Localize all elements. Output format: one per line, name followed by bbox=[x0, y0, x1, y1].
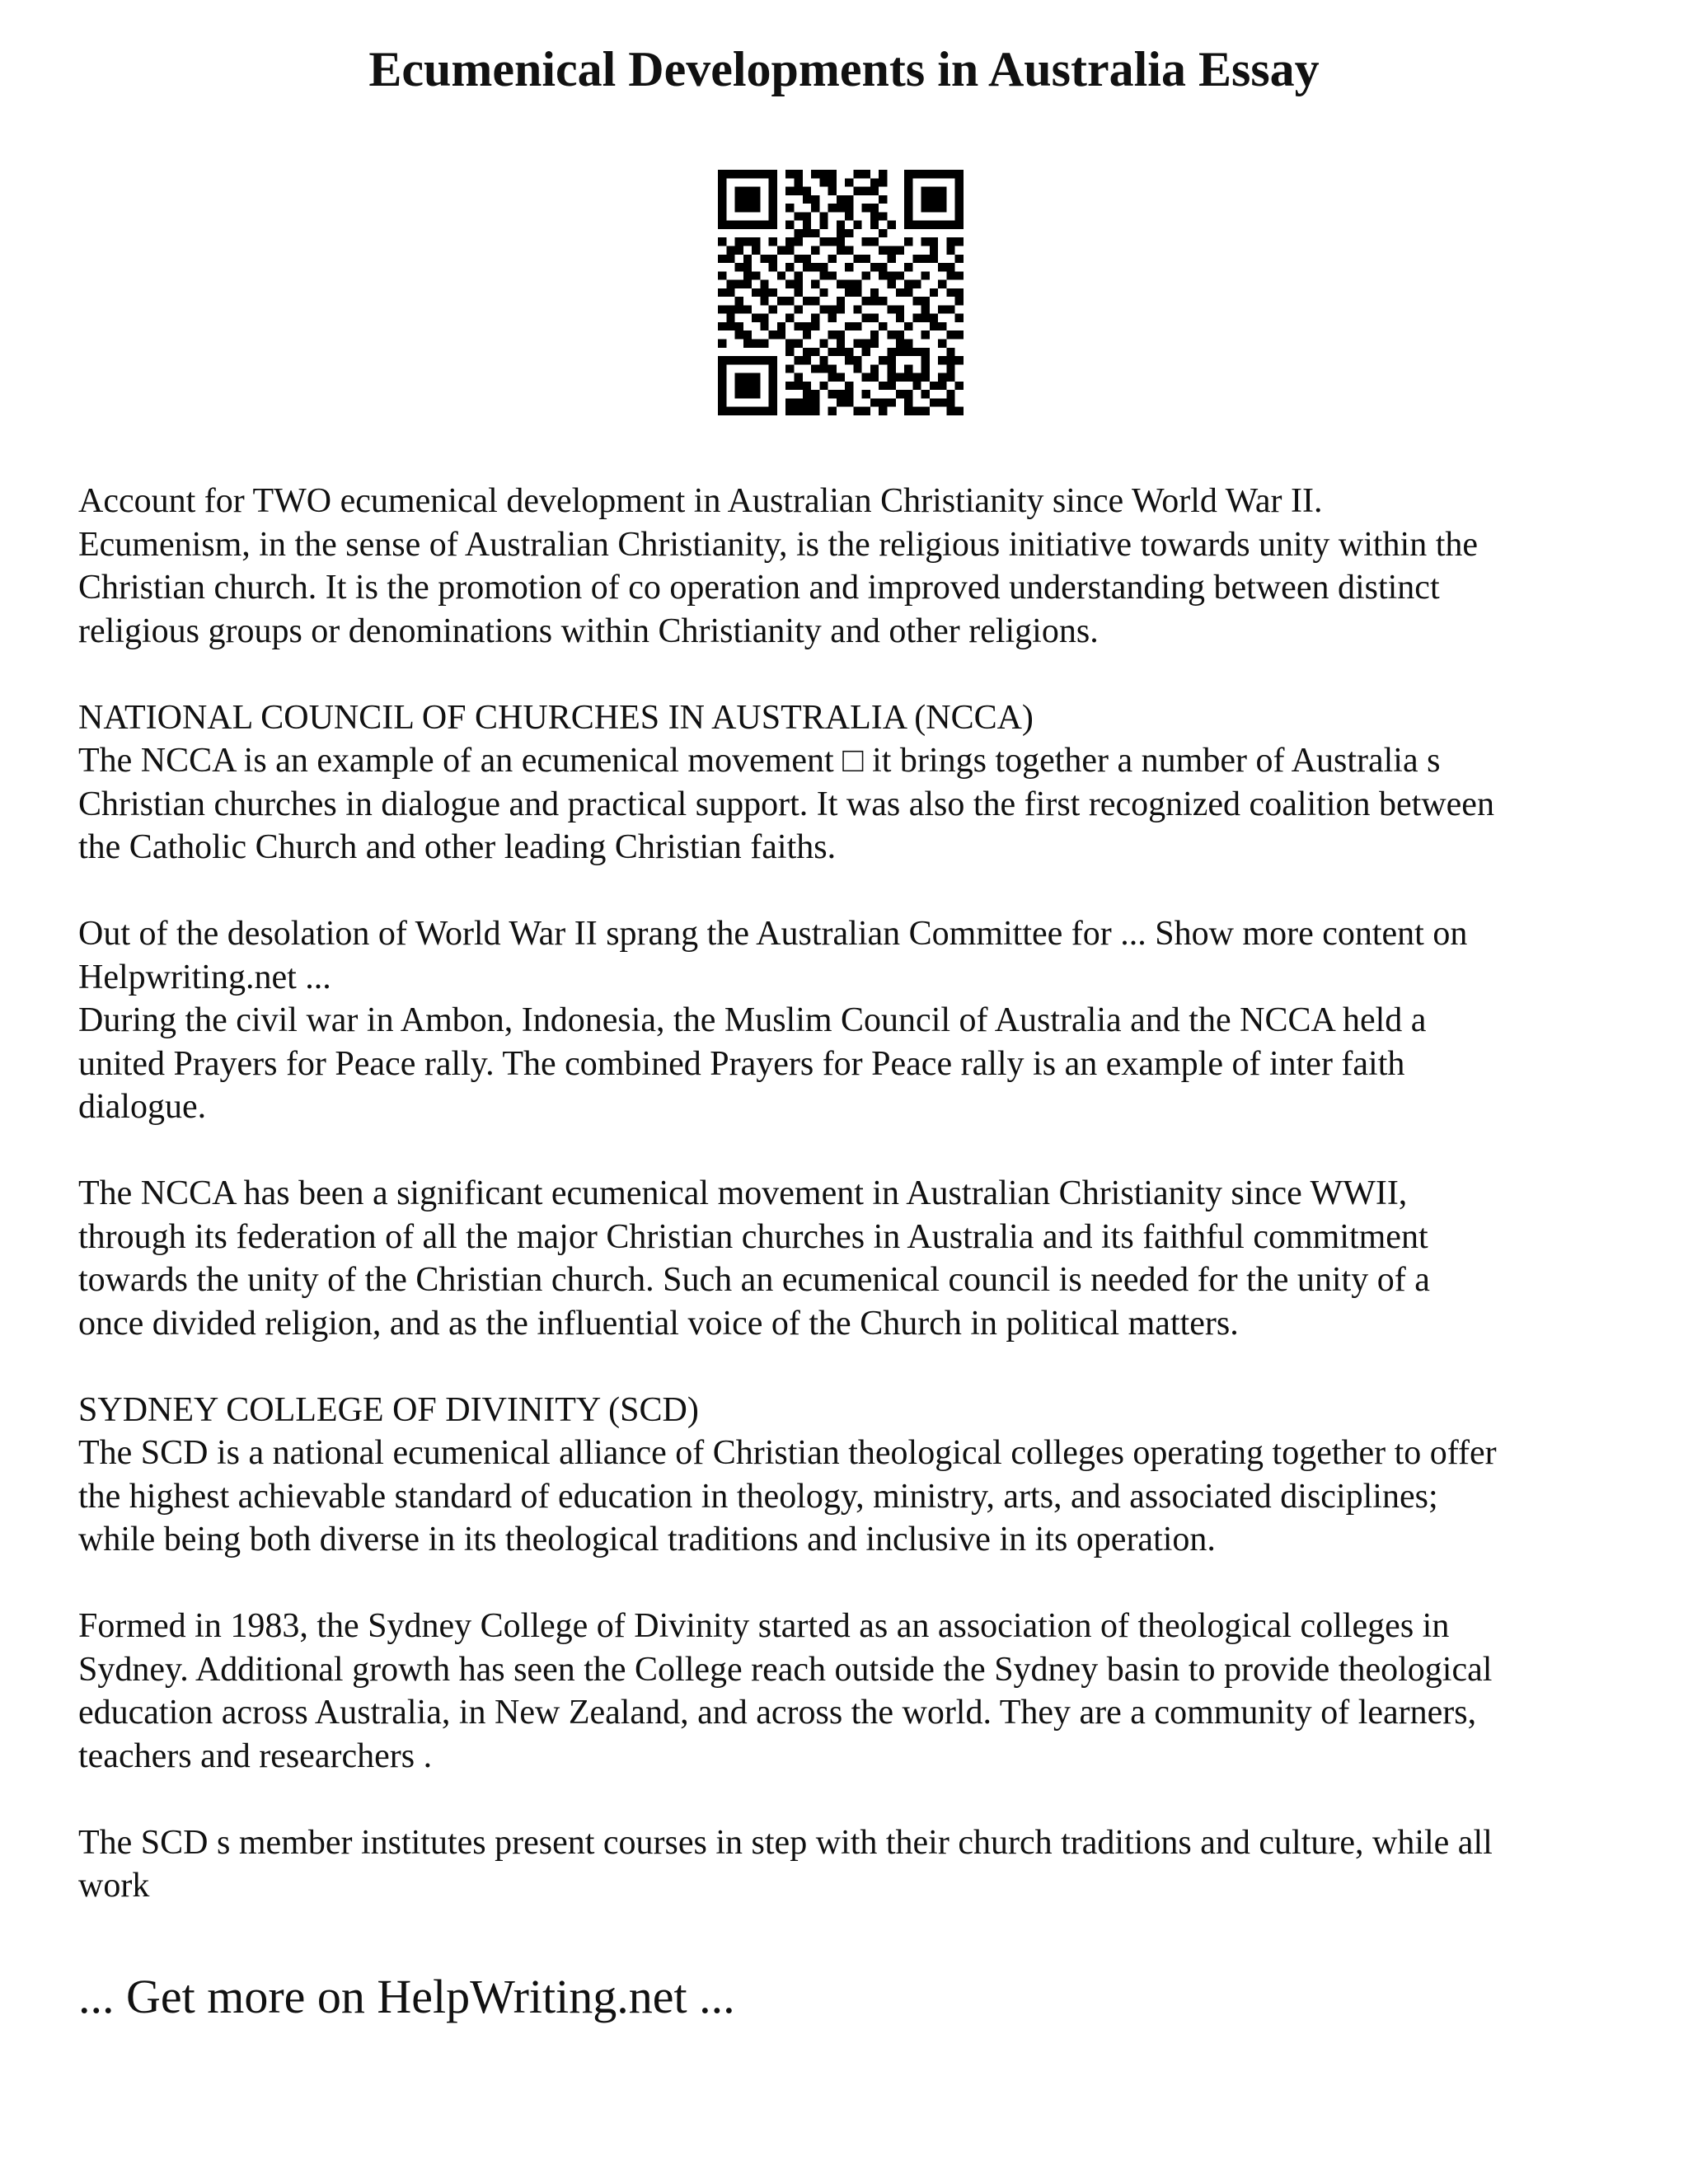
qr-code-icon[interactable] bbox=[718, 170, 964, 415]
ncca-paragraph: The NCCA is an example of an ecumenical movement □ it brings together a number of Australia s Christian churches in dialogue and practical support. It was also the first recognized coalition between the Catholic Church and other leading Christian faiths. bbox=[78, 742, 1494, 866]
scd-paragraph: The SCD is a national ecumenical alliance of Christian theological colleges operating together to offer the highest achievable standard of education in theology, ministry, arts, and associated disciplines; while being both diverse in its theological traditions and inclusive in its operation. bbox=[78, 1434, 1497, 1558]
page-title: Ecumenical Developments in Australia Essay bbox=[368, 42, 1320, 96]
ncca-ambon-paragraph: During the civil war in Ambon, Indonesia, the Muslim Council of Australia and the NCCA held a united Prayers for Peace rally. The combined Prayers for Peace rally is an example of inter faith dialogue. bbox=[78, 1001, 1427, 1126]
scd-members-paragraph: The SCD s member institutes present courses in step with their church traditions and culture, while all work bbox=[78, 1823, 1493, 1905]
get-more-link[interactable]: ... Get more on HelpWriting.net ... bbox=[78, 1970, 735, 2023]
section-heading-ncca: NATIONAL COUNCIL OF CHURCHES IN AUSTRALIA (NCCA) bbox=[78, 698, 1034, 737]
section-heading-scd: SYDNEY COLLEGE OF DIVINITY (SCD) bbox=[78, 1390, 699, 1429]
ncca-history-paragraph: Out of the desolation of World War II sprang the Australian Committee for ... Show more content on Helpwriting.net ... bbox=[78, 915, 1468, 996]
scd-history-paragraph: Formed in 1983, the Sydney College of Divinity started as an association of theological colleges in Sydney. Additional growth has seen the College reach outside the Sydney basin to provide theological education across Australia, in New Zealand, and across the world. They are a community of learners, teachers and researchers . bbox=[78, 1607, 1493, 1775]
intro-paragraph: Account for TWO ecumenical development in Australian Christianity since World War II. Ecumenism, in the sense of Australian Christianity, is the religious initiative towards unity within the Christian church. It is the promotion of co operation and improved understanding between distinct religious groups or denominations within Christianity and other religions. bbox=[78, 482, 1479, 650]
ncca-summary-paragraph: The NCCA has been a significant ecumenical movement in Australian Christianity since WWII, through its federation of all the major Christian churches in Australia and its faithful commitment towards the unity of the Christian church. Such an ecumenical council is needed for the unity of a once divided religion, and as the influential voice of the Church in political matters. bbox=[78, 1174, 1430, 1343]
essay-body bbox=[78, 480, 1628, 1951]
